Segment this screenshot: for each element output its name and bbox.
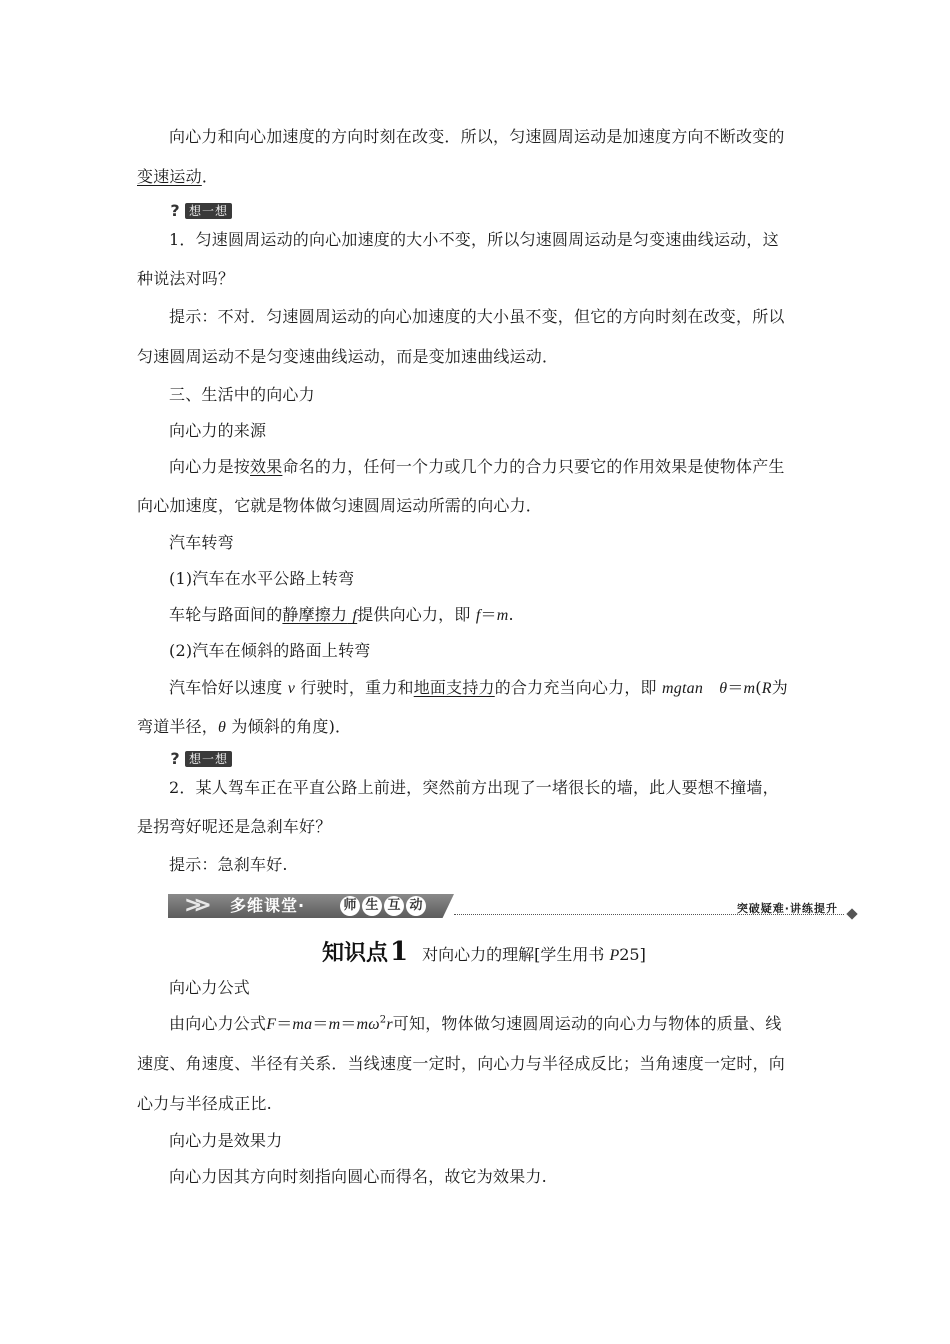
banner-circle-group — [340, 896, 428, 916]
list-item: (1)汽车在水平公路上转弯 — [169, 569, 355, 588]
paragraph-line: 由向心力公式$F=ma=m=m\omega^2r$可知，物体做匀速圆周运动的向心力与物体的质量、线 — [169, 1014, 782, 1033]
answer-line: 提示：急刹车好. — [169, 855, 288, 874]
underlined-answer: 地面支持力 — [413, 678, 495, 697]
subheading: 向心力的来源 — [169, 421, 267, 440]
paragraph-line: 向心加速度，它就是物体做匀速圆周运动所需的向心力． — [137, 496, 543, 515]
question-line: 种说法对吗？ — [137, 269, 235, 288]
banner-title: 多维课堂· — [230, 896, 306, 915]
think-tag: 想一想 — [185, 751, 232, 767]
list-item: (2)汽车在倾斜的路面上转弯 — [169, 641, 371, 660]
paragraph-line: 车轮与路面间的静摩擦力 f提供向心力，即 f＝m. — [169, 605, 514, 624]
diamond-icon — [846, 908, 857, 919]
subheading: 汽车转弯 — [169, 533, 234, 552]
paragraph-line: 向心力是按效果命名的力，任何一个力或几个力的合力只要它的作用效果是使物体产生 — [169, 457, 785, 476]
subheading: 向心力公式 — [169, 978, 251, 997]
think-tag: 想一想 — [185, 203, 232, 219]
underlined-answer: 变速运动 — [137, 167, 202, 186]
banner-circle-char: 生 — [362, 896, 382, 916]
think-label — [168, 750, 232, 768]
banner-subtitle: 突破疑难·讲练提升 — [736, 902, 838, 915]
question-line: 是拐弯好呢还是急刹车好？ — [137, 817, 332, 836]
paragraph-line: 变速运动． — [137, 167, 219, 186]
banner-circle-char: 师 — [340, 896, 360, 916]
paragraph-line: 弯道半径，θ 为倾斜的角度)． — [137, 717, 352, 736]
paragraph-line: 汽车恰好以速度 v 行驶时，重力和地面支持力的合力充当向心力，即 mgtan θ＝m(R为 — [169, 678, 788, 697]
question-line: 1．匀速圆周运动的向心加速度的大小不变，所以匀速圆周运动是匀变速曲线运动，这 — [169, 230, 779, 249]
paragraph-line: 速度、角速度、半径有关系．当线速度一定时，向心力与半径成反比；当角速度一定时，向 — [137, 1054, 786, 1073]
section-banner — [168, 892, 858, 922]
subheading: 向心力是效果力 — [169, 1131, 283, 1150]
paragraph-line: 向心力和向心加速度的方向时刻在改变．所以，匀速圆周运动是加速度方向不断改变的 — [169, 127, 785, 146]
double-chevron-icon: >> — [184, 893, 203, 918]
question-mark-icon: ? — [170, 201, 180, 220]
banner-circle-char: 互 — [384, 896, 404, 916]
banner-circle-char: 动 — [406, 896, 426, 916]
paragraph-line: 向心力因其方向时刻指向圆心而得名，故它为效果力. — [169, 1167, 547, 1186]
think-label — [168, 202, 232, 220]
section-heading: 三、生活中的向心力 — [169, 385, 315, 404]
underlined-answer: 静摩擦力 f — [282, 605, 358, 624]
paragraph-line: 心力与半径成正比. — [137, 1094, 272, 1113]
knowledge-point-heading: 知识点 1 对向心力的理解[学生用书 P25] — [322, 937, 646, 967]
answer-line: 提示：不对．匀速圆周运动的向心加速度的大小虽不变，但它的方向时刻在改变，所以 — [169, 307, 785, 326]
question-line: 2．某人驾车正在平直公路上前进，突然前方出现了一堵很长的墙，此人要想不撞墙， — [169, 778, 779, 797]
underlined-answer: 效果 — [250, 457, 283, 476]
answer-line: 匀速圆周运动不是匀变速曲线运动，而是变加速曲线运动． — [137, 347, 559, 366]
question-mark-icon: ? — [170, 749, 180, 768]
